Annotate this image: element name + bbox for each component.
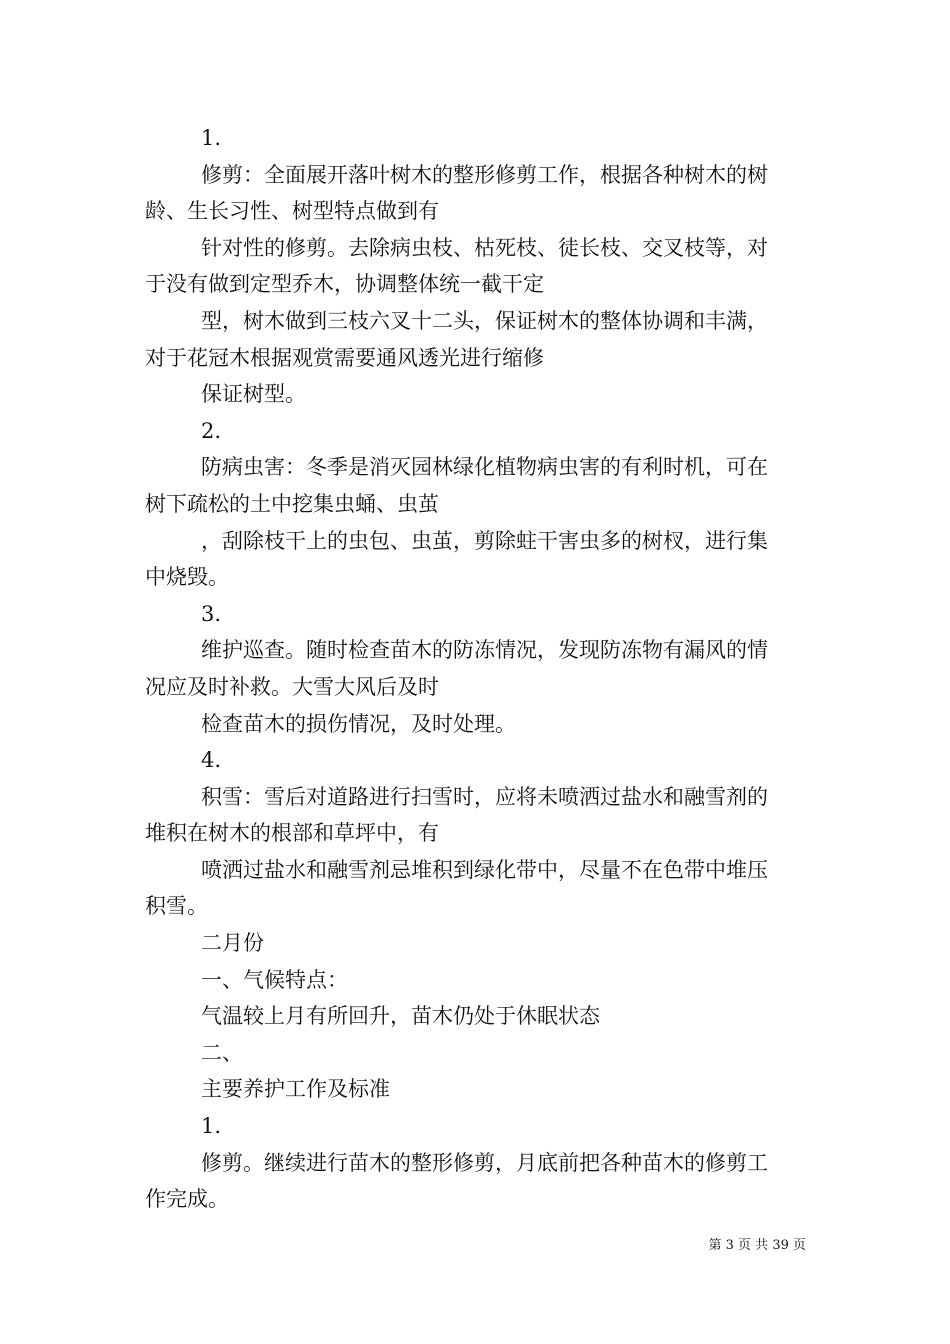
body-line-12: ，刮除枝干上的虫包、虫茧，剪除蛀干害虫多的树杈，进行集	[201, 528, 768, 553]
body-line-8: 保证树型。	[201, 382, 306, 407]
body-line-10: 防病虫害：冬季是消灭园林绿化植物病虫害的有利时机，可在	[201, 455, 768, 480]
body-line-5: 于没有做到定型乔木，协调整体统一截干定	[145, 272, 544, 297]
body-line-3: 龄、生长习性、树型特点做到有	[145, 199, 439, 224]
body-line-30: 作完成。	[145, 1187, 229, 1212]
body-line-18: 4.	[201, 748, 222, 773]
body-line-15: 维护巡查。随时检查苗木的防冻情况，发现防冻物有漏风的情	[201, 638, 768, 663]
body-line-24: 一、气候特点：	[201, 967, 348, 992]
body-line-22: 积雪。	[145, 894, 208, 919]
body-line-29: 修剪。继续进行苗木的整形修剪，月底前把各种苗木的修剪工	[201, 1150, 768, 1175]
body-line-4: 针对性的修剪。去除病虫枝、枯死枝、徒长枝、交叉枝等，对	[201, 235, 768, 260]
body-line-21: 喷洒过盐水和融雪剂忌堆积到绿化带中，尽量不在色带中堆压	[201, 857, 768, 882]
body-line-16: 况应及时补救。大雪大风后及时	[145, 674, 439, 699]
body-line-19: 积雪：雪后对道路进行扫雪时，应将未喷洒过盐水和融雪剂的	[201, 784, 768, 809]
body-line-20: 堆积在树木的根部和草坪中，有	[145, 821, 439, 846]
body-line-28: 1.	[201, 1114, 222, 1139]
body-line-26: 二、	[201, 1040, 243, 1065]
document-body	[145, 120, 807, 1218]
body-line-25: 气温较上月有所回升，苗木仍处于休眠状态	[201, 1004, 600, 1029]
body-line-14: 3.	[201, 601, 222, 626]
body-line-9: 2.	[201, 418, 222, 443]
page-number-footer: 第 3 页 共 39 页	[708, 1238, 806, 1253]
body-line-1: 1.	[201, 126, 222, 150]
body-line-6: 型，树木做到三枝六叉十二头，保证树木的整体协调和丰满，	[201, 308, 768, 333]
body-line-27: 主要养护工作及标准	[201, 1077, 390, 1102]
body-line-23: 二月份	[201, 931, 264, 956]
body-line-2: 修剪：全面展开落叶树木的整形修剪工作，根据各种树木的树	[201, 162, 768, 187]
body-line-17: 检查苗木的损伤情况，及时处理。	[201, 711, 516, 736]
body-line-11: 树下疏松的土中挖集虫蛹、虫茧	[145, 491, 439, 516]
body-line-13: 中烧毁。	[145, 565, 229, 590]
body-line-7: 对于花冠木根据观赏需要通风透光进行缩修	[145, 345, 544, 370]
